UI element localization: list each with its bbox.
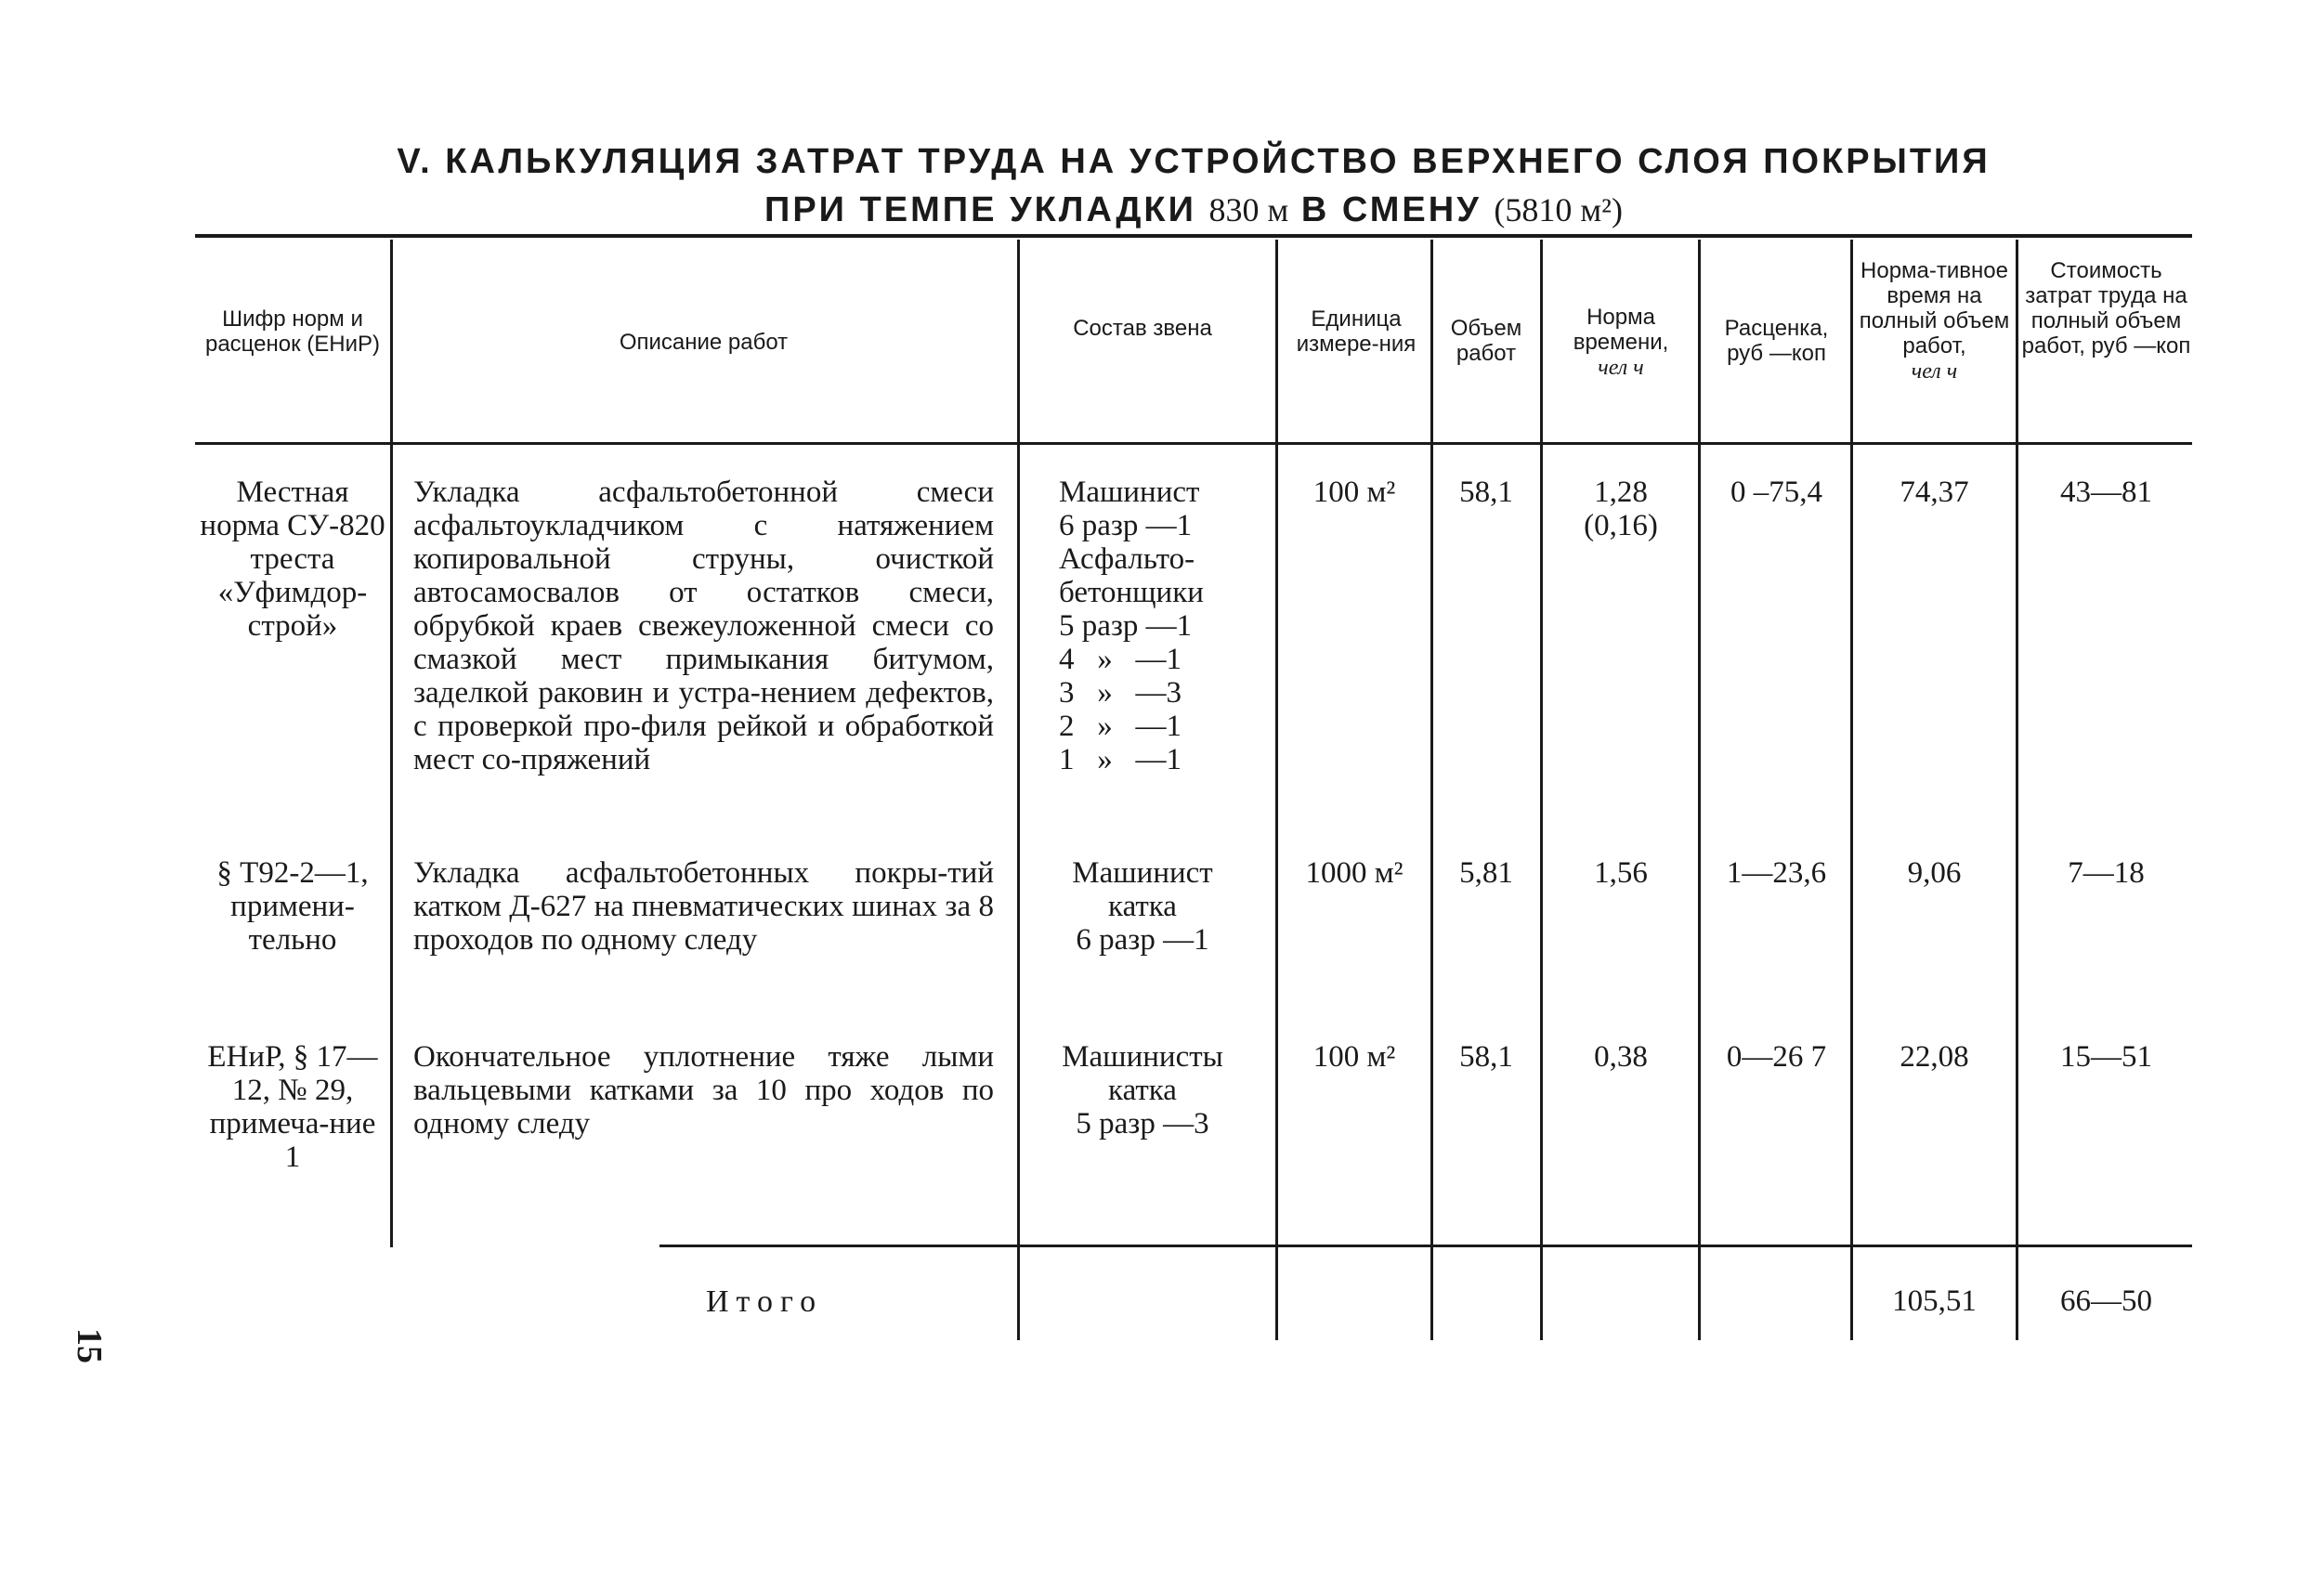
row2-crew-line: Машинист xyxy=(1072,856,1213,890)
header-bottom-rule xyxy=(195,442,2192,445)
row1-crew-line: 3 » —3 xyxy=(1059,676,1182,710)
row3-code: ЕНиР, § 17—12, № 29, примеча-ние 1 xyxy=(207,1040,378,1174)
header-total-time-label: Норма-тивное время на полный объем работ, xyxy=(1859,258,2010,358)
header-code: Шифр норм и расценок (ЕНиР) xyxy=(204,306,381,357)
total-top-rule xyxy=(659,1245,2192,1247)
title-line-2 xyxy=(195,186,2192,234)
row2-code: § Т92-2—1, примени-тельно xyxy=(216,856,369,957)
row1-crew-line: 5 разр —1 xyxy=(1059,609,1193,643)
row1-unit: 100 м² xyxy=(1312,476,1396,509)
row1-rate: 0 –75,4 xyxy=(1730,476,1822,509)
title-line-2-area: (5810 м²) xyxy=(1494,191,1623,228)
title-line-2-num: 830 м xyxy=(1208,191,1289,228)
header-crew: Состав звена xyxy=(1073,316,1212,341)
row3-crew-line: 5 разр —3 xyxy=(1076,1107,1209,1140)
row3-description: Окончательное уплотнение тяже лыми вальцевыми катками за 10 про ходов по одному следу xyxy=(413,1040,994,1140)
header-total-time xyxy=(1858,258,2011,384)
row2-rate: 1—23,6 xyxy=(1726,856,1827,890)
row1-crew-line: 4 » —1 xyxy=(1059,643,1182,676)
header-volume: Объем работ xyxy=(1450,316,1522,366)
header-norm-time-unit: чел ч xyxy=(1598,356,1644,380)
header-description: Описание работ xyxy=(619,330,789,355)
row1-crew-line: 6 разр —1 xyxy=(1059,509,1193,542)
total-label: Итого xyxy=(706,1284,824,1319)
row2-norm-time: 1,56 xyxy=(1594,856,1648,890)
header-norm-time xyxy=(1547,305,1695,381)
col-divider-5 xyxy=(1540,240,1543,1340)
header-unit: Единица измере-ния xyxy=(1296,306,1417,357)
row1-volume: 58,1 xyxy=(1459,476,1513,509)
row2-total-cost: 7—18 xyxy=(2068,856,2145,890)
title-line-2-pre: ПРИ ТЕМПЕ УКЛАДКИ xyxy=(764,190,1196,229)
row1-total-cost: 43—81 xyxy=(2060,476,2152,509)
header-norm-time-label: Норма времени, xyxy=(1573,305,1669,355)
col-divider-4 xyxy=(1430,240,1433,1340)
col-divider-1 xyxy=(390,240,393,1247)
row1-crew-line: Асфальто- xyxy=(1059,542,1195,576)
row3-unit: 100 м² xyxy=(1312,1040,1396,1074)
total-cost: 66—50 xyxy=(2060,1284,2152,1318)
row1-norm-time-value: 1,28 xyxy=(1594,476,1648,509)
row1-crew-line: Машинист xyxy=(1059,476,1200,509)
header-total-cost: Стоимость затрат труда на полный объем работ, руб —коп xyxy=(2021,258,2191,358)
row2-crew-line: катка xyxy=(1108,890,1177,923)
row1-crew-line: бетонщики xyxy=(1059,576,1204,609)
row3-total-time: 22,08 xyxy=(1900,1040,1969,1074)
row3-rate: 0—26 7 xyxy=(1726,1040,1827,1074)
row2-unit: 1000 м² xyxy=(1305,856,1404,890)
row2-crew-line: 6 разр —1 xyxy=(1076,923,1209,957)
row3-volume: 58,1 xyxy=(1459,1040,1513,1074)
row2-description: Укладка асфальтобетонных покры-тий катком Д-627 на пневматических шинах за 8 проходов по одному следу xyxy=(413,856,994,957)
row2-crew xyxy=(1031,856,1254,957)
col-divider-7 xyxy=(1850,240,1853,1340)
row3-crew-line: Машинисты xyxy=(1062,1040,1223,1074)
table-top-rule xyxy=(195,234,2192,238)
col-divider-8 xyxy=(2016,240,2018,1340)
row1-code: Местная норма СУ-820 треста «Уфимдор-строй» xyxy=(200,476,385,643)
title-line-1: V. КАЛЬКУЛЯЦИЯ ЗАТРАТ ТРУДА НА УСТРОЙСТВО ВЕРХНЕГО СЛОЯ ПОКРЫТИЯ xyxy=(397,142,1991,181)
row3-crew xyxy=(1031,1040,1254,1140)
row2-volume: 5,81 xyxy=(1459,856,1513,890)
row1-norm-time-extra: (0,16) xyxy=(1584,509,1658,542)
row1-crew-line: 1 » —1 xyxy=(1059,743,1182,776)
total-time: 105,51 xyxy=(1892,1284,1977,1318)
header-total-time-unit: чел ч xyxy=(1911,359,1958,384)
title-line-2-mid: В СМЕНУ xyxy=(1300,190,1482,229)
row1-norm-time xyxy=(1547,476,1695,542)
col-divider-3 xyxy=(1275,240,1278,1340)
row3-crew-line: катка xyxy=(1108,1074,1177,1107)
row1-crew xyxy=(1059,476,1273,776)
row1-crew-line: 2 » —1 xyxy=(1059,710,1182,743)
document-title xyxy=(195,137,2192,234)
header-rate: Расценка, руб —коп xyxy=(1724,316,1829,366)
col-divider-6 xyxy=(1698,240,1701,1340)
col-divider-2 xyxy=(1017,240,1020,1340)
row2-total-time: 9,06 xyxy=(1907,856,1962,890)
page-number: 15 xyxy=(70,1328,109,1363)
row3-total-cost: 15—51 xyxy=(2060,1040,2152,1074)
row3-norm-time: 0,38 xyxy=(1594,1040,1648,1074)
row1-description: Укладка асфальтобетонной смеси асфальтоукладчиком с натяжением копировальной струны, очисткой автосамосвалов от остатков смеси, обрубкой краев свежеуложенной смеси со смазкой мест примыкания битумом, заделкой раковин и устра-нением дефектов, с проверкой про-филя рейкой и обработкой мест со-пряжений xyxy=(413,476,994,776)
row1-total-time: 74,37 xyxy=(1900,476,1969,509)
